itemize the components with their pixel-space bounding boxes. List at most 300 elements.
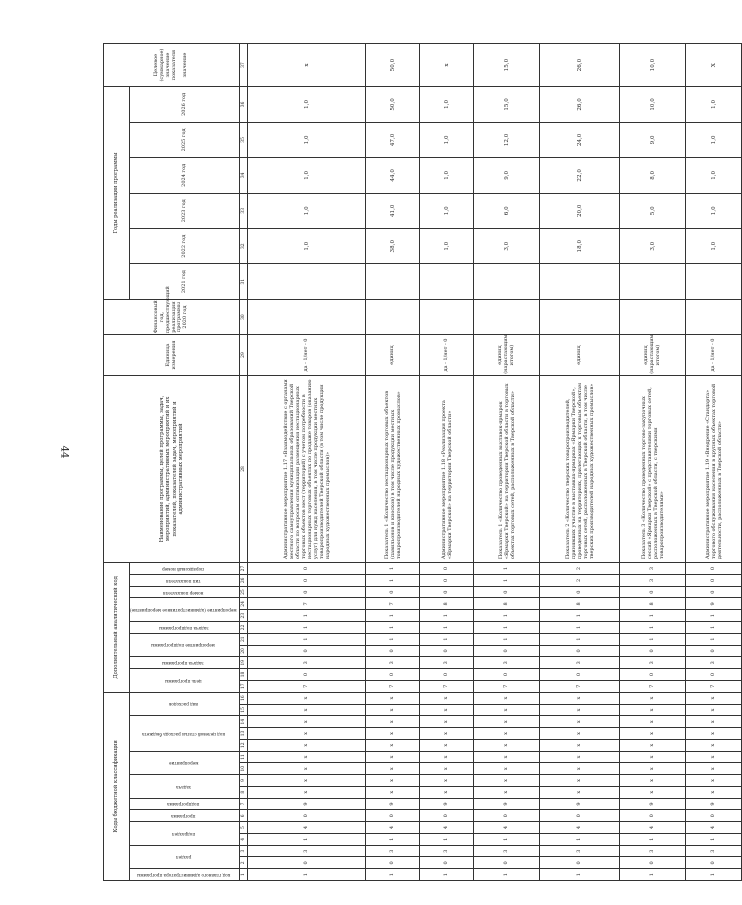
code-cell: 3 — [248, 657, 366, 669]
fin-year-cell — [540, 299, 620, 334]
year-value-cell — [540, 264, 620, 299]
unit-cell: да - 1/нет - 0 — [686, 335, 742, 376]
code-cell: 9 — [366, 798, 420, 810]
decode-sub-0: цель программы — [130, 669, 240, 693]
task-header: задача — [130, 775, 240, 799]
year-value-cell: 50,0 — [366, 87, 420, 123]
code-cell: 0 — [686, 669, 742, 681]
code-cell: 3 — [366, 657, 420, 669]
column-number: 13 — [240, 728, 248, 740]
code-cell: 0 — [686, 563, 742, 575]
code-cell: x — [420, 728, 474, 740]
code-cell: 4 — [474, 822, 540, 834]
code-cell: 1 — [366, 610, 420, 622]
row-description: Показатель 1 «Количество проведенных выставок-ярмарок «Ярмарки Тверской» на территории Тверской области в торговых объектах торговых сетей, расположенных в Тверской области» — [474, 375, 540, 562]
code-cell: 9 — [474, 798, 540, 810]
year-value-cell — [620, 264, 686, 299]
year-value-cell: 1,0 — [686, 158, 742, 193]
code-cell: 7 — [420, 680, 474, 692]
code-cell: 0 — [248, 563, 366, 575]
code-cell: 0 — [420, 857, 474, 869]
year-value-cell: 1,0 — [686, 122, 742, 157]
code-cell: x — [248, 716, 366, 728]
year-header-2025: 2025 год — [130, 122, 240, 157]
target-value-cell: х — [420, 44, 474, 87]
code-cell: 3 — [620, 845, 686, 857]
code-cell: 1 — [420, 633, 474, 645]
year-value-cell: 1,0 — [686, 228, 742, 263]
code-cell: x — [248, 739, 366, 751]
row-description: Административное мероприятие 1.18 «Реализация проекта «Ярмарки Тверской» на территории Тверской области» — [420, 375, 474, 562]
code-cell: 1 — [620, 610, 686, 622]
code-cell: 0 — [474, 810, 540, 822]
code-cell: x — [420, 704, 474, 716]
code-cell: 0 — [686, 645, 742, 657]
code-cell: x — [540, 775, 620, 787]
year-value-cell: 1,0 — [420, 158, 474, 193]
target-value-cell: х — [248, 44, 366, 87]
fin-year-cell — [474, 299, 540, 334]
code-cell: 0 — [620, 586, 686, 598]
code-cell: 1 — [686, 869, 742, 881]
code-cell: x — [686, 692, 742, 704]
code-cell: 0 — [420, 645, 474, 657]
column-number: 5 — [240, 822, 248, 834]
target-value-cell: 50,0 — [366, 44, 420, 87]
code-cell: 0 — [248, 586, 366, 598]
code-cell: 9 — [420, 798, 474, 810]
code-cell: x — [620, 692, 686, 704]
target-value-cell: 15,0 — [474, 44, 540, 87]
code-cell: 1 — [474, 622, 540, 634]
code-cell: 0 — [686, 574, 742, 586]
year-value-cell: 1,0 — [248, 158, 366, 193]
code-cell: x — [620, 775, 686, 787]
year-value-cell: 44,0 — [366, 158, 420, 193]
year-value-cell — [474, 264, 540, 299]
code-cell: x — [686, 763, 742, 775]
code-cell: 1 — [686, 833, 742, 845]
year-header-2024: 2024 год — [130, 158, 240, 193]
code-cell: 0 — [474, 669, 540, 681]
code-cell: 8 — [540, 598, 620, 610]
code-cell: x — [248, 763, 366, 775]
fin-year-column-header: Финансовый год, предшествующий реализации программы 2020 год — [104, 299, 240, 334]
code-cell: 1 — [686, 610, 742, 622]
table-row — [686, 44, 742, 881]
code-cell: 0 — [248, 574, 366, 586]
code-cell: 7 — [474, 680, 540, 692]
code-cell: x — [366, 763, 420, 775]
code-cell: 1 — [248, 869, 366, 881]
code-cell: x — [540, 704, 620, 716]
code-cell: 7 — [366, 680, 420, 692]
column-number: 27 — [240, 563, 248, 575]
code-cell: 0 — [420, 586, 474, 598]
code-cell: 1 — [620, 869, 686, 881]
column-number: 9 — [240, 775, 248, 787]
code-cell: 3 — [686, 845, 742, 857]
year-value-cell: 15,0 — [474, 87, 540, 123]
code-cell: x — [248, 751, 366, 763]
column-number: 6 — [240, 810, 248, 822]
year-value-cell: 1,0 — [420, 87, 474, 123]
decode-sub-7: порядковый номер — [130, 563, 240, 575]
column-number: 24 — [240, 598, 248, 610]
code-cell: x — [474, 716, 540, 728]
code-cell: x — [620, 704, 686, 716]
code-cell: x — [540, 716, 620, 728]
code-cell: x — [686, 751, 742, 763]
code-cell: 1 — [366, 574, 420, 586]
code-cell: 9 — [686, 598, 742, 610]
column-number: 7 — [240, 798, 248, 810]
code-cell: x — [620, 728, 686, 740]
decode-sub-5: номер показателя — [130, 586, 240, 598]
decode-sub-2: мероприятие подпрограммы — [130, 633, 240, 657]
year-value-cell: 12,0 — [474, 122, 540, 157]
column-numbers-row — [240, 44, 248, 881]
row-description: Показатель 1 «Количество нестационарных торговых объектов (павильонов и киосков) в том числе продукции местных товаропроизводителей народных художественных промыслов» — [366, 375, 420, 562]
target-value-cell: Х — [686, 44, 742, 87]
code-cell: 1 — [248, 610, 366, 622]
code-cell: 3 — [420, 845, 474, 857]
code-cell: 8 — [420, 598, 474, 610]
target-sub-header: значение — [182, 52, 189, 78]
code-cell: 2 — [540, 574, 620, 586]
year-value-cell: 1,0 — [420, 122, 474, 157]
column-number: 30 — [240, 299, 248, 334]
code-cell: x — [366, 786, 420, 798]
code-cell: 1 — [366, 563, 420, 575]
column-number: 17 — [240, 680, 248, 692]
code-cell: x — [248, 692, 366, 704]
year-value-cell: 3,0 — [474, 228, 540, 263]
code-cell: x — [686, 728, 742, 740]
code-cell: 0 — [420, 563, 474, 575]
code-cell: x — [540, 786, 620, 798]
code-cell: x — [248, 704, 366, 716]
code-cell: 1 — [474, 833, 540, 845]
code-cell: 0 — [474, 645, 540, 657]
code-cell: 3 — [474, 657, 540, 669]
target-value-cell: 26,0 — [540, 44, 620, 87]
table-row — [420, 44, 474, 881]
code-cell: 0 — [540, 810, 620, 822]
code-cell: 9 — [686, 798, 742, 810]
year-value-cell: 1,0 — [420, 228, 474, 263]
column-number: 11 — [240, 751, 248, 763]
column-number: 32 — [240, 228, 248, 263]
year-value-cell: 1,0 — [686, 87, 742, 123]
code-cell: x — [248, 775, 366, 787]
code-cell: 1 — [420, 622, 474, 634]
code-cell: 1 — [474, 563, 540, 575]
table-row — [366, 44, 420, 881]
code-cell: 4 — [620, 822, 686, 834]
code-cell: x — [474, 728, 540, 740]
table-row — [620, 44, 686, 881]
code-cell: 3 — [540, 845, 620, 857]
column-number: 18 — [240, 669, 248, 681]
table-rotation-frame — [103, 43, 723, 881]
code-cell: 1 — [420, 833, 474, 845]
rotated-sheet — [103, 43, 723, 881]
code-cell: x — [420, 739, 474, 751]
code-cell: x — [540, 692, 620, 704]
row-description: Административное мероприятие 1.19 «Внедрение «Стандарта» торгового обслуживания населения в крупных объектах торговой деятельности, расположенных в Тверской области» — [686, 375, 742, 562]
column-number: 33 — [240, 193, 248, 228]
row-description: Показатель 3 «Количество проведенных торгово-закупочных сессий «Ярмарки Тверской» с представителями торговых сетей, расположенных в Тверской области, с тверскими товаропроизводителями» — [620, 375, 686, 562]
code-cell: 8 — [474, 598, 540, 610]
code-cell: 4 — [686, 822, 742, 834]
table-row — [474, 44, 540, 881]
code-cell: 1 — [540, 833, 620, 845]
unit-cell: единиц (нарастающим итогом) — [620, 335, 686, 376]
code-cell: 0 — [620, 857, 686, 869]
code-cell: 0 — [366, 586, 420, 598]
code-cell: 3 — [420, 657, 474, 669]
column-number: 36 — [240, 87, 248, 123]
code-cell: 0 — [420, 810, 474, 822]
year-value-cell — [366, 264, 420, 299]
code-cell: x — [686, 775, 742, 787]
code-cell: 0 — [248, 810, 366, 822]
code-cell: 0 — [540, 857, 620, 869]
column-number: 21 — [240, 633, 248, 645]
years-header: Годы реализации программы — [104, 87, 130, 300]
code-cell: 4 — [540, 822, 620, 834]
code-cell: x — [686, 739, 742, 751]
unit-cell: да - 1/нет - 0 — [248, 335, 366, 376]
code-cell: 4 — [366, 822, 420, 834]
unit-cell: единиц (нарастающим итогом) — [474, 335, 540, 376]
fin-year-cell — [686, 299, 742, 334]
year-value-cell: 1,0 — [420, 193, 474, 228]
column-number: 16 — [240, 692, 248, 704]
code-cell: x — [620, 739, 686, 751]
decode-sub-1: задача программы — [130, 657, 240, 669]
code-cell: 0 — [366, 857, 420, 869]
year-value-cell: 8,0 — [620, 158, 686, 193]
unit-cell: единиц — [366, 335, 420, 376]
code-cell: 7 — [248, 680, 366, 692]
code-cell: 1 — [474, 869, 540, 881]
code-cell: x — [366, 692, 420, 704]
code-cell: x — [248, 728, 366, 740]
year-value-cell — [248, 264, 366, 299]
code-cell: 1 — [620, 833, 686, 845]
code-cell: 9 — [540, 798, 620, 810]
code-cell: 1 — [474, 633, 540, 645]
code-cell: 1 — [540, 622, 620, 634]
code-cell: x — [686, 704, 742, 716]
code-cell: 1 — [540, 610, 620, 622]
column-number: 37 — [240, 44, 248, 87]
code-cell: x — [474, 751, 540, 763]
column-number: 31 — [240, 264, 248, 299]
code-cell: 1 — [366, 869, 420, 881]
code-cell: 1 — [420, 869, 474, 881]
column-number: 22 — [240, 622, 248, 634]
code-cell: 1 — [474, 574, 540, 586]
decoding-title: Дополнительный аналитический код — [104, 563, 130, 693]
code-cell: x — [366, 739, 420, 751]
code-cell: x — [474, 763, 540, 775]
code-cell: 0 — [248, 645, 366, 657]
fin-year-cell — [366, 299, 420, 334]
target-value-cell: 10,0 — [620, 44, 686, 87]
code-cell: 1 — [620, 622, 686, 634]
target-article-header: код целевой статьи расхода бюджета — [130, 716, 240, 751]
year-value-cell: 9,0 — [474, 158, 540, 193]
code-cell: 1 — [686, 633, 742, 645]
year-value-cell — [420, 264, 474, 299]
code-cell: 1 — [366, 633, 420, 645]
column-number: 3 — [240, 845, 248, 857]
column-number: 19 — [240, 657, 248, 669]
code-cell: x — [620, 751, 686, 763]
code-cell: 0 — [474, 586, 540, 598]
code-cell: 7 — [366, 598, 420, 610]
year-value-cell: 5,0 — [620, 193, 686, 228]
code-cell: 3 — [474, 845, 540, 857]
column-number: 12 — [240, 739, 248, 751]
column-number: 8 — [240, 786, 248, 798]
prog-header: программа — [130, 810, 240, 822]
code-cell: 0 — [540, 586, 620, 598]
code-cell: 0 — [686, 586, 742, 598]
unit-cell: единиц — [540, 335, 620, 376]
code-cell: 1 — [686, 622, 742, 634]
code-cell: 7 — [540, 680, 620, 692]
code-cell: x — [248, 786, 366, 798]
code-cell: x — [474, 692, 540, 704]
code-cell: x — [540, 728, 620, 740]
code-cell: x — [474, 786, 540, 798]
code-cell: x — [420, 751, 474, 763]
year-value-cell: 6,0 — [474, 193, 540, 228]
code-cell: x — [366, 704, 420, 716]
year-value-cell: 1,0 — [686, 193, 742, 228]
year-value-cell: 26,0 — [540, 87, 620, 123]
code-cell: 0 — [620, 669, 686, 681]
code-cell: x — [366, 751, 420, 763]
code-cell: x — [420, 786, 474, 798]
podrazdel-header: подраздел — [130, 822, 240, 846]
program-indicators-table — [103, 43, 742, 881]
code-cell: 0 — [366, 810, 420, 822]
code-cell: 3 — [540, 657, 620, 669]
column-number: 26 — [240, 574, 248, 586]
code-cell: 9 — [620, 798, 686, 810]
code-cell: 3 — [620, 563, 686, 575]
year-value-cell: 1,0 — [248, 87, 366, 123]
year-value-cell: 22,0 — [540, 158, 620, 193]
year-value-cell — [686, 264, 742, 299]
code-cell: 7 — [620, 680, 686, 692]
decode-sub-4: мероприятие (административное мероприятие) — [130, 598, 240, 622]
year-value-cell: 18,0 — [540, 228, 620, 263]
year-value-cell: 38,0 — [366, 228, 420, 263]
code-cell: 1 — [248, 622, 366, 634]
column-number: 2 — [240, 857, 248, 869]
column-number: 34 — [240, 158, 248, 193]
code-cell: x — [474, 775, 540, 787]
code-cell: 0 — [474, 857, 540, 869]
razdel-header: раздел — [130, 845, 240, 869]
year-value-cell: 1,0 — [248, 122, 366, 157]
code-cell: x — [540, 751, 620, 763]
column-number: 20 — [240, 645, 248, 657]
code-cell: 4 — [248, 822, 366, 834]
code-cell: x — [540, 763, 620, 775]
code-cell: 3 — [686, 657, 742, 669]
codes-title: Коды бюджетной классификации — [104, 692, 130, 880]
code-cell: 0 — [248, 857, 366, 869]
code-cell: x — [540, 739, 620, 751]
code-cell: 8 — [620, 598, 686, 610]
code-cell: x — [474, 739, 540, 751]
column-number: 14 — [240, 716, 248, 728]
code-cell: x — [366, 716, 420, 728]
fin-year-cell — [420, 299, 474, 334]
code-cell: 0 — [686, 810, 742, 822]
code-cell: x — [686, 786, 742, 798]
code-cell: x — [620, 763, 686, 775]
code-cell: 0 — [366, 669, 420, 681]
code-cell: 1 — [420, 610, 474, 622]
code-cell: 0 — [540, 645, 620, 657]
code-cell: 7 — [248, 598, 366, 610]
year-header-2021: 2021 год — [130, 264, 240, 299]
year-value-cell: 41,0 — [366, 193, 420, 228]
code-cell: 9 — [248, 798, 366, 810]
code-cell: x — [474, 704, 540, 716]
year-header-2026: 2026 год — [130, 87, 240, 123]
code-cell: x — [420, 763, 474, 775]
code-cell: 3 — [620, 574, 686, 586]
code-cell: 0 — [366, 645, 420, 657]
code-cell: 3 — [366, 845, 420, 857]
decode-sub-3: задача подпрограммы — [130, 622, 240, 634]
code-cell: 3 — [248, 845, 366, 857]
column-number: 4 — [240, 833, 248, 845]
code-cell: 1 — [540, 633, 620, 645]
year-value-cell: 24,0 — [540, 122, 620, 157]
column-number: 35 — [240, 122, 248, 157]
code-cell: 0 — [540, 669, 620, 681]
code-cell: 0 — [248, 669, 366, 681]
code-cell: 7 — [686, 680, 742, 692]
fin-year-cell — [248, 299, 366, 334]
code-cell: 1 — [366, 833, 420, 845]
column-number: 29 — [240, 335, 248, 376]
kind-header: вид расходов — [130, 692, 240, 716]
year-value-cell: 1,0 — [248, 193, 366, 228]
event-header: мероприятие — [130, 751, 240, 775]
code-cell: 1 — [366, 622, 420, 634]
code-cell: 1 — [248, 633, 366, 645]
row-description: Административное мероприятие 1.17 «Взаимодействие с органами местного самоуправления муниципальных образований Тверской области по вопросам оптимизации размещения нестационарных торговых объектов мест (территорий) с учетом потребности в нестационарных торговых объектах по продаже товаров (оказанию услуг) для нужд населения, в том числе продукции местных товаропроизводителей Тверской области (в том числе продукции народных художественных промыслов)» — [248, 375, 366, 562]
year-value-cell: 1,0 — [248, 228, 366, 263]
code-cell: x — [620, 786, 686, 798]
column-number: 23 — [240, 610, 248, 622]
subprog-header: подпрограмма — [130, 798, 240, 810]
name-column-header: Наименование программы, целей программы, задач, мероприятий, административных мероприятий и их показателей, показателей задач, мероприятий и административных мероприятий — [104, 375, 240, 562]
code-cell: 1 — [474, 610, 540, 622]
column-number: 28 — [240, 375, 248, 562]
